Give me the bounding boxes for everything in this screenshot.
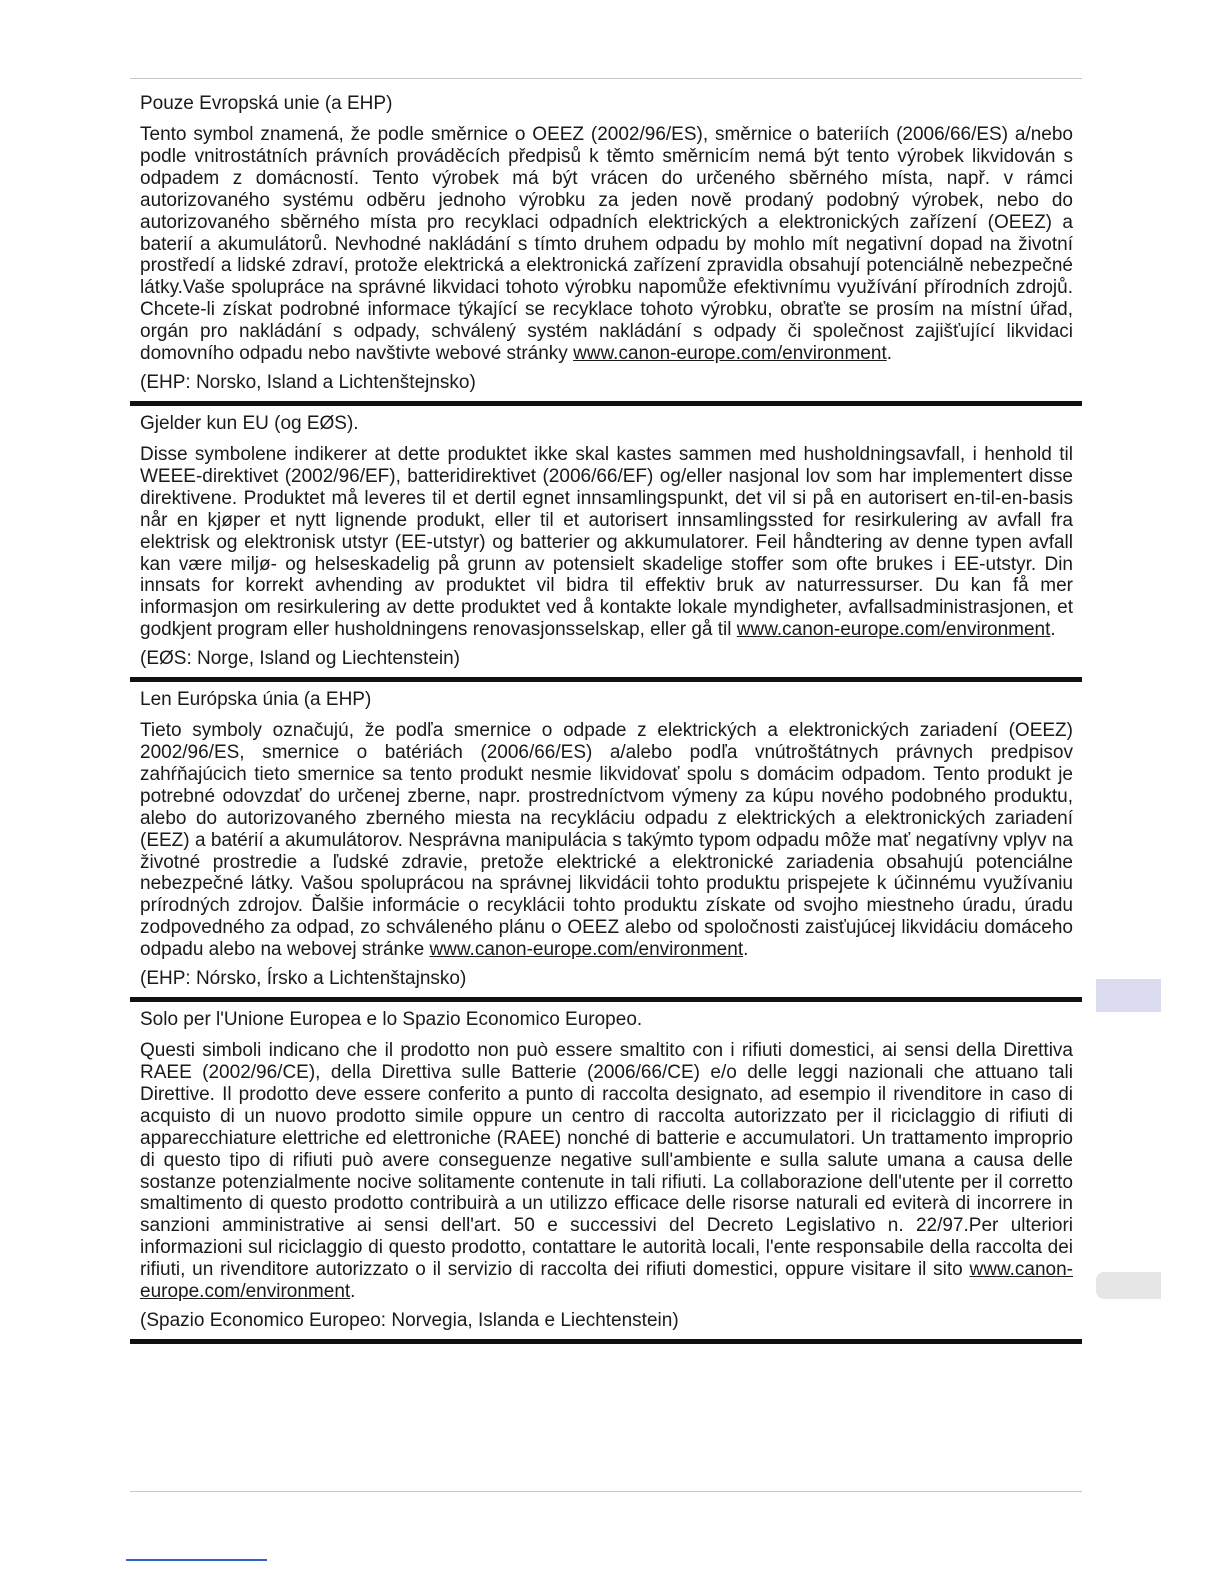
period: . bbox=[1050, 619, 1056, 641]
section-heading: Len Európska únia (a EHP) bbox=[140, 689, 372, 711]
environment-link[interactable]: www.canon-europe.com/environment bbox=[429, 939, 744, 961]
section-footnote: (EØS: Norge, Island og Liechtenstein) bbox=[140, 648, 461, 670]
chapter-tab-marker bbox=[1096, 979, 1161, 1012]
section-norwegian bbox=[130, 406, 1082, 682]
document-body bbox=[130, 86, 1082, 1344]
section-footnote: (EHP: Nórsko, Írsko a Lichtenštajnsko) bbox=[140, 968, 467, 990]
body-text: Disse symbolene indikerer at dette produktet ikke skal kastes sammen med husholdningsavfall, i henhold til WEEE-direktivet (2002/96/EF), batteridirektivet (2006/66/EF) og/eller nasjonal lov som har implementert disse direktivene. Produktet må leveres til et dertil egnet innsamlingspunkt, det vil si på en autorisert en-til-en-basis når en kjøper et nytt lignende produkt, eller til et autorisert innsamlingssted for resirkulering av avfall fra elektrisk og elektronisk utstyr (EE-utstyr) og batterier og akkumulatorer. Feil håndtering av denne typen avfall kan være miljø- og helseskadelig på grunn av potensielt skadelige stoffer som ofte brukes i EE-utstyr. Din innsats for korrekt avhending av produktet vil bidra til effektiv bruk av naturressurser. Du kan få mer informasjon om resirkulering av dette produktet ved å kontakte lokale myndigheter, avfallsadministrasjonen, et godkjent program eller husholdningens renovasjonsselskap, eller gå til bbox=[140, 443, 1073, 641]
body-text: Tento symbol znamená, že podle směrnice o OEEZ (2002/96/ES), směrnice o bateriích (2006/66/ES) a/nebo podle vnitrostátních právních prováděcích předpisů k těmto směrnicím nemá být tento výrobek likvidován s odpadem z domácností. Tento výrobek má být vrácen do určeného sběrného místa, např. v rámci autorizovaného systému odběru jednoho výrobku za jeden nově prodaný podobný výrobek, nebo do autorizovaného sběrného místa pro recyklaci odpadních elektrických a elektronických zařízení (OEEZ) a baterií a akumulátorů. Nevhodné nakládání s tímto druhem odpadu by mohlo mít negativní dopad na životní prostředí a lidské zdraví, protože elektrická a elektronická zařízení zpravidla obsahují potenciálně nebezpečné látky.Vaše spolupráce na správné likvidaci tohoto výrobku napomůže efektivnímu využívání přírodních zdrojů. Chcete-li získat podrobné informace týkající se recyklace tohoto výrobku, obraťte se prosím na místní úřad, orgán pro nakládání s odpady, schválený systém nakládání s odpady či společnost zajišťující likvidaci domovního odpadu nebo navštivte webové stránky bbox=[140, 124, 1073, 365]
section-body bbox=[140, 124, 1073, 365]
section-body bbox=[140, 444, 1073, 641]
section-body bbox=[140, 720, 1073, 961]
section-footnote: (EHP: Norsko, Island a Lichtenštejnsko) bbox=[140, 371, 476, 393]
section-footnote: (Spazio Economico Europeo: Norvegia, Islanda e Liechtenstein) bbox=[140, 1309, 679, 1331]
top-rule bbox=[130, 78, 1082, 79]
footer-link-underline bbox=[126, 1559, 267, 1561]
section-body bbox=[140, 1040, 1073, 1303]
period: . bbox=[743, 939, 749, 961]
section-czech bbox=[130, 86, 1082, 406]
index-tab-marker bbox=[1096, 1272, 1161, 1299]
body-text: Questi simboli indicano che il prodotto non può essere smaltito con i rifiuti domestici, ai sensi della Direttiva RAEE (2002/96/CE), della Direttiva sulle Batterie (2006/66/CE) e/o delle leggi nazionali che attuano tali Direttive. Il prodotto deve essere conferito a punto di raccolta designato, ad esempio il rivenditore in caso di acquisto di un nuovo prodotto simile oppure un centro di raccolta autorizzato per il riciclaggio di rifiuti di apparecchiature elettriche ed elettroniche (RAEE) nonché di batterie e accumulatori. Un trattamento improprio di questo tipo di rifiuti può avere conseguenze negative sull'ambiente e sulla salute umana a causa delle sostanze potenzialmente nocive solitamente contenute in tali rifiuti. La collaborazione dell'utente per il corretto smaltimento di questo prodotto contribuirà a un utilizzo efficace delle risorse naturali ed eviterà di incorrere in sanzioni amministrative ai sensi dell'art. 50 e successivi del Decreto Legislativo n. 22/97.Per ulteriori informazioni sul riciclaggio di questo prodotto, contattare le autorità locali, l'ente responsabile della raccolta dei rifiuti, un rivenditore autorizzato o il servizio di raccolta dei rifiuti domestici, oppure visitare il sito bbox=[140, 1040, 1073, 1281]
bottom-rule bbox=[130, 1491, 1082, 1492]
environment-link[interactable]: www.canon-europe.com/environment bbox=[140, 1259, 1073, 1303]
environment-link[interactable]: www.canon-europe.com/environment bbox=[573, 343, 887, 365]
section-italian bbox=[130, 1002, 1082, 1344]
section-heading: Gjelder kun EU (og EØS). bbox=[140, 412, 359, 434]
period: . bbox=[886, 343, 893, 365]
section-slovak bbox=[130, 682, 1082, 1002]
section-heading: Pouze Evropská unie (a EHP) bbox=[140, 93, 393, 114]
period: . bbox=[350, 1281, 356, 1303]
body-text: Tieto symboly označujú, že podľa smernice o odpade z elektrických a elektronických zariadení (OEEZ) 2002/96/ES, smernice o batériách (2006/66/ES) a/alebo podľa vnútroštátnych právnych predpisov zahŕňajúcich tieto smernice sa tento produkt nesmie likvidovať spolu s domácim odpadom. Tento produkt je potrebné odovzdať do určenej zberne, napr. prostredníctvom výmeny za kúpu nového podobného produktu, alebo do autorizovaného zberného miesta na recykláciu odpadu z elektrických a elektronických zariadení (EEZ) a batérií a akumulátorov. Nesprávna manipulácia s takýmto typom odpadu môže mať negatívny vplyv na životné prostredie a ľudské zdravie, pretože elektrické a elektronické zariadenia obsahujú potenciálne nebezpečné látky. Vašou spoluprácou na správnej likvidácii tohto produktu prispejete k účinnému využívaniu prírodných zdrojov. Ďalšie informácie o recyklácii tohto produktu získate od svojho miestneho úradu, úradu zodpovedného za odpad, zo schváleného plánu o OEEZ alebo od spoločnosti zaisťujúcej likvidáciu domáceho odpadu alebo na webovej stránke bbox=[140, 720, 1073, 961]
section-heading: Solo per l'Unione Europea e lo Spazio Economico Europeo. bbox=[140, 1009, 643, 1031]
environment-link[interactable]: www.canon-europe.com/environment bbox=[736, 619, 1051, 641]
